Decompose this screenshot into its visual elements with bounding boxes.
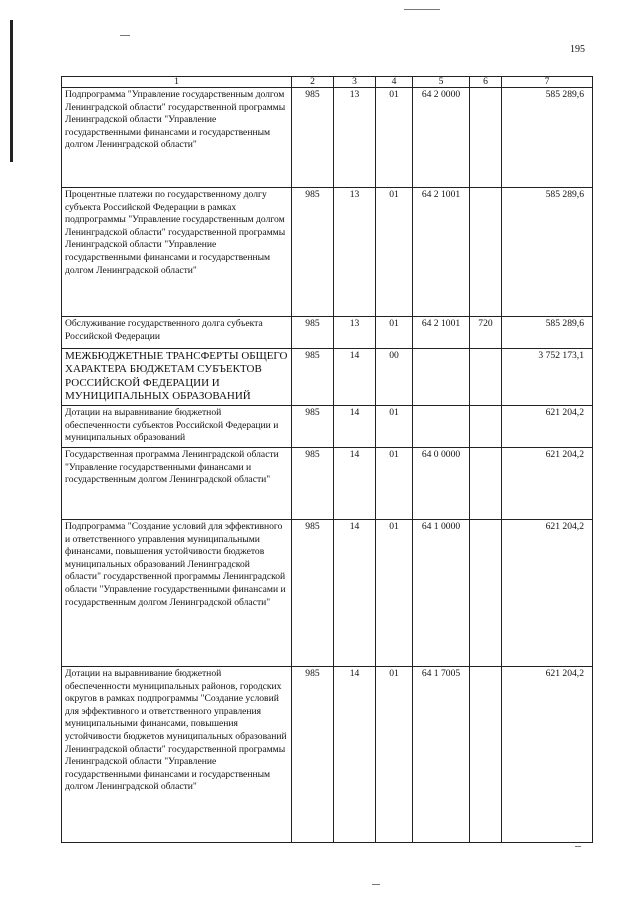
cell-col6 <box>470 88 502 188</box>
table-row <box>62 188 593 317</box>
header-cell: 4 <box>376 77 413 88</box>
cell-col5: 64 0 0000 <box>413 448 470 520</box>
cell-col2: 985 <box>292 88 334 188</box>
scan-mark <box>575 846 581 847</box>
cell-col3: 14 <box>334 448 376 520</box>
cell-col4: 01 <box>376 448 413 520</box>
cell-col6 <box>470 520 502 667</box>
cell-col6 <box>470 406 502 448</box>
cell-col5: 64 1 7005 <box>413 667 470 843</box>
cell-col6 <box>470 188 502 317</box>
scan-mark <box>404 9 440 10</box>
page-number: 195 <box>570 44 585 55</box>
cell-col2: 985 <box>292 520 334 667</box>
cell-col2: 985 <box>292 349 334 406</box>
cell-col2: 985 <box>292 448 334 520</box>
table-row <box>62 406 593 448</box>
header-cell: 7 <box>502 77 593 88</box>
margin-bar <box>10 20 13 162</box>
cell-col4: 01 <box>376 88 413 188</box>
cell-amount: 585 289,6 <box>502 317 593 349</box>
header-cell: 3 <box>334 77 376 88</box>
scan-mark <box>372 884 380 885</box>
row-name: Обслуживание государственного долга субъекта Российской Федерации <box>62 317 292 349</box>
cell-col3: 13 <box>334 317 376 349</box>
cell-col3: 14 <box>334 406 376 448</box>
row-name: Подпрограмма "Управление государственным долгом Ленинградской области" государственной программы Ленинградской области "Управление государственными финансами и государственным долгом Ленинградской области" <box>62 88 292 188</box>
row-name: Государственная программа Ленинградской области "Управление государственными финансами и государственным долгом Ленинградской области" <box>62 448 292 520</box>
header-cell: 5 <box>413 77 470 88</box>
cell-col6 <box>470 448 502 520</box>
cell-col6: 720 <box>470 317 502 349</box>
cell-col5: 64 2 1001 <box>413 188 470 317</box>
table-header-row <box>62 77 593 88</box>
cell-col3: 13 <box>334 188 376 317</box>
header-cell: 6 <box>470 77 502 88</box>
cell-col2: 985 <box>292 406 334 448</box>
cell-col2: 985 <box>292 188 334 317</box>
cell-col3: 13 <box>334 88 376 188</box>
header-cell: 2 <box>292 77 334 88</box>
cell-col4: 01 <box>376 188 413 317</box>
cell-col6 <box>470 667 502 843</box>
cell-col4: 00 <box>376 349 413 406</box>
cell-col4: 01 <box>376 667 413 843</box>
table-row <box>62 520 593 667</box>
cell-amount: 621 204,2 <box>502 406 593 448</box>
cell-col3: 14 <box>334 520 376 667</box>
cell-col2: 985 <box>292 317 334 349</box>
row-name: Дотации на выравнивание бюджетной обеспеченности муниципальных районов, городских округов в рамках подпрограммы "Создание условий для эффективного и ответственного управления муниципальными финансами, повышения устойчивости бюджетов муниципальных образований Ленинградской области" государственной программы Ленинградской области "Управление государственными финансами и государственным долгом Ленинградской области" <box>62 667 292 843</box>
cell-col4: 01 <box>376 406 413 448</box>
cell-amount: 621 204,2 <box>502 520 593 667</box>
cell-col5 <box>413 349 470 406</box>
row-name: МЕЖБЮДЖЕТНЫЕ ТРАНСФЕРТЫ ОБЩЕГО ХАРАКТЕРА БЮДЖЕТАМ СУБЪЕКТОВ РОССИЙСКОЙ ФЕДЕРАЦИИ И МУНИЦИПАЛЬНЫХ ОБРАЗОВАНИЙ <box>62 349 292 406</box>
row-name: Процентные платежи по государственному долгу субъекта Российской Федерации в рамках подпрограммы "Управление государственным долгом Ленинградской области" государственной программы Ленинградской области "Управление государственными финансами и государственным долгом Ленинградской области" <box>62 188 292 317</box>
cell-col5 <box>413 406 470 448</box>
header-cell: 1 <box>62 77 292 88</box>
table-row <box>62 349 593 406</box>
cell-col6 <box>470 349 502 406</box>
cell-amount: 621 204,2 <box>502 667 593 843</box>
cell-col4: 01 <box>376 317 413 349</box>
cell-col4: 01 <box>376 520 413 667</box>
table-row <box>62 448 593 520</box>
cell-col3: 14 <box>334 349 376 406</box>
row-name: Подпрограмма "Создание условий для эффективного и ответственного управления муниципальными финансами, повышения устойчивости бюджетов муниципальных образований Ленинградской области" государственной программы Ленинградской области "Управление государственными финансами и государственным долгом Ленинградской области" <box>62 520 292 667</box>
table-row <box>62 88 593 188</box>
row-name: Дотации на выравнивание бюджетной обеспеченности субъектов Российской Федерации и муниципальных образований <box>62 406 292 448</box>
cell-col5: 64 2 1001 <box>413 317 470 349</box>
table-row <box>62 667 593 843</box>
cell-col5: 64 2 0000 <box>413 88 470 188</box>
scan-mark <box>120 35 130 36</box>
cell-col5: 64 1 0000 <box>413 520 470 667</box>
table-row <box>62 317 593 349</box>
cell-col3: 14 <box>334 667 376 843</box>
cell-col2: 985 <box>292 667 334 843</box>
budget-table <box>61 76 593 843</box>
cell-amount: 585 289,6 <box>502 188 593 317</box>
cell-amount: 585 289,6 <box>502 88 593 188</box>
cell-amount: 3 752 173,1 <box>502 349 593 406</box>
cell-amount: 621 204,2 <box>502 448 593 520</box>
